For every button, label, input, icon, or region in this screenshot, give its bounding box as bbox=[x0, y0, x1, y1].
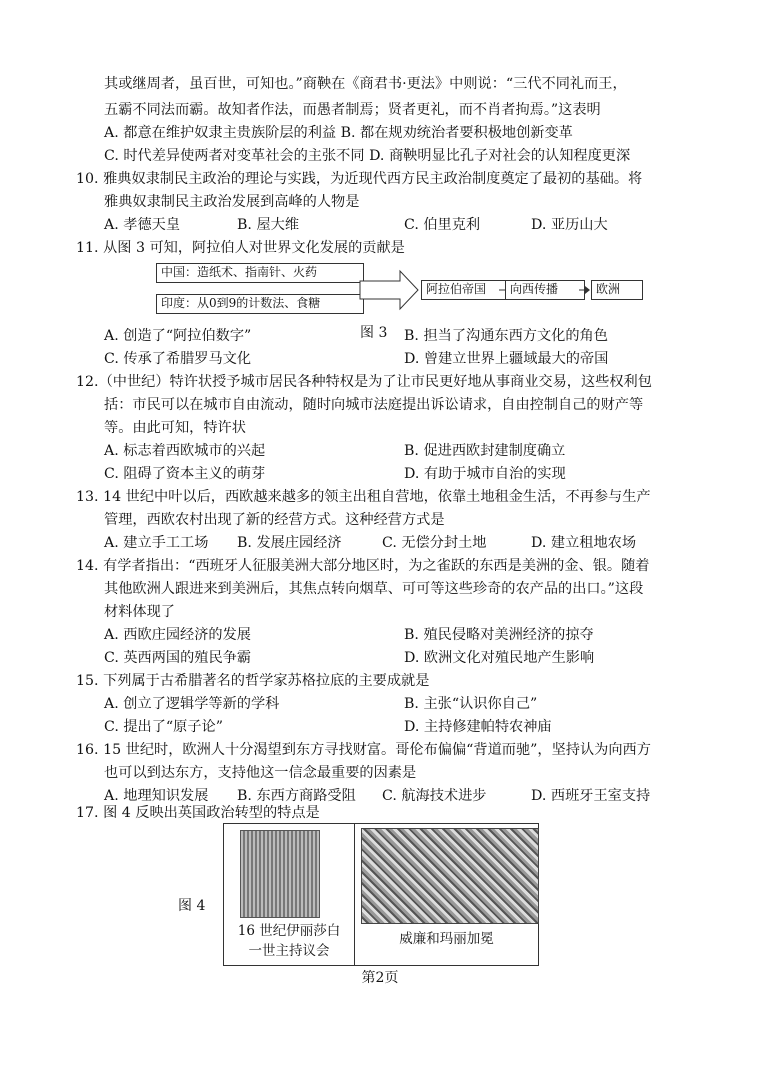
question-13-stem: 管理，西欧农村出现了新的经营方式。这种经营方式是 bbox=[104, 512, 445, 528]
q13-option-b: B. 发展庄园经济 bbox=[237, 535, 342, 551]
text-line: 其或继周者，虽百世，可知也。”商鞅在《商君书·更法》中则说：“三代不同礼而王， bbox=[104, 76, 627, 92]
q14-option-c: C. 英西两国的殖民争霸 bbox=[104, 650, 252, 666]
q16-option-d: D. 西班牙王室支持 bbox=[531, 788, 651, 804]
caption-elizabeth-line2: 一世主持议会 bbox=[248, 943, 330, 959]
q16-option-a: A. 地理知识发展 bbox=[104, 788, 209, 804]
question-12-stem: 12.（中世纪）特许状授予城市居民各种特权是为了让市民更好地从事商业交易，这些权利包 bbox=[76, 374, 652, 390]
q16-option-b: B. 东西方商路受阻 bbox=[237, 788, 356, 804]
q10-option-b: B. 屋大维 bbox=[237, 217, 300, 233]
question-11-stem: 11. 从图 3 可知，阿拉伯人对世界文化发展的贡献是 bbox=[76, 240, 405, 256]
figure-4-panel-right bbox=[355, 824, 538, 965]
q11-option-c: C. 传承了希腊罗马文化 bbox=[104, 351, 252, 367]
text-line: 五霸不同法而霸。故知者作法，而愚者制焉；贤者更礼，而不肖者拘焉。”这表明 bbox=[104, 102, 601, 118]
question-12-stem: 括：市民可以在城市自由流动，随时向城市法庭提出诉讼请求，自由控制自己的财产等 bbox=[104, 397, 644, 413]
q10-option-c: C. 伯里克利 bbox=[404, 217, 481, 233]
q10-option-a: A. 孝德天皇 bbox=[104, 217, 181, 233]
q12-option-d: D. 有助于城市自治的实现 bbox=[404, 466, 566, 482]
q16-option-c: C. 航海技术进步 bbox=[382, 788, 487, 804]
q14-option-a: A. 西欧庄园经济的发展 bbox=[104, 627, 251, 643]
question-14-stem: 材料体现了 bbox=[104, 604, 175, 620]
right-arrow-icon bbox=[358, 268, 420, 312]
question-16-stem: 也可以到达东方，支持他这一信念最重要的因素是 bbox=[104, 765, 417, 781]
q12-option-c: C. 阻碍了资本主义的萌芽 bbox=[104, 466, 266, 482]
option-line: A. 都意在维护奴隶主贵族阶层的利益 B. 都在规劝统治者要积极地创新变革 bbox=[104, 125, 573, 141]
westward-box: 向西传播 bbox=[505, 280, 585, 300]
q15-option-b: B. 主张“认识你自己” bbox=[404, 696, 538, 712]
q13-option-d: D. 建立租地农场 bbox=[531, 535, 637, 551]
question-16-stem: 16. 15 世纪时，欧洲人十分渴望到东方寻找财富。哥伦布偏偏“背道而驰”，坚持认为向西方 bbox=[76, 742, 651, 758]
coronation-image bbox=[361, 828, 539, 924]
q15-option-a: A. 创立了逻辑学等新的学科 bbox=[104, 696, 280, 712]
question-14-stem: 其他欧洲人跟进来到美洲后，其焦点转向烟草、可可等这些珍奇的农产品的出口。”这段 bbox=[104, 581, 644, 597]
india-box: 印度：从0到9的计数法、食糖 bbox=[156, 294, 364, 314]
q14-option-d: D. 欧洲文化对殖民地产生影响 bbox=[404, 650, 595, 666]
q13-option-c: C. 无偿分封土地 bbox=[382, 535, 487, 551]
page-number: 第2页 bbox=[361, 970, 399, 986]
question-12-stem: 等。由此可知，特许状 bbox=[104, 420, 246, 436]
q15-option-d: D. 主持修建帕特农神庙 bbox=[404, 719, 552, 735]
question-15-stem: 15. 下列属于古希腊著名的哲学家苏格拉底的主要成就是 bbox=[76, 673, 430, 689]
china-box: 中国：造纸术、指南针、火药 bbox=[156, 263, 364, 283]
question-14-stem: 14. 有学者指出：“西班牙人征服美洲大部分地区时，为之雀跃的东西是美洲的金、银。随着 bbox=[76, 558, 650, 574]
q12-option-b: B. 促进西欧封建制度确立 bbox=[404, 443, 566, 459]
q11-option-a: A. 创造了“阿拉伯数字” bbox=[104, 328, 252, 344]
question-13-stem: 13. 14 世纪中叶以后，西欧越来越多的领主出租自营地，依靠土地租金生活，不再参与生产 bbox=[76, 489, 651, 505]
arrow-line-icon bbox=[499, 281, 591, 299]
q11-option-b: B. 担当了沟通东西方文化的角色 bbox=[404, 328, 608, 344]
q15-option-c: C. 提出了“原子论” bbox=[104, 719, 224, 735]
caption-elizabeth-line1: 16 世纪伊丽莎白 bbox=[237, 923, 341, 939]
option-line: C. 时代差异使两者对变革社会的主张不同 D. 商鞅明显比孔子对社会的认知程度更深 bbox=[104, 148, 631, 164]
parliament-image bbox=[240, 830, 320, 918]
q14-option-b: B. 殖民侵略对美洲经济的掠夺 bbox=[404, 627, 594, 643]
q11-option-d: D. 曾建立世界上疆域最大的帝国 bbox=[404, 351, 609, 367]
figure-4-panel-left bbox=[224, 824, 355, 965]
figure-4 bbox=[223, 823, 539, 966]
caption-william-mary: 威廉和玛丽加冕 bbox=[399, 931, 494, 947]
q13-option-a: A. 建立手工工场 bbox=[104, 535, 209, 551]
question-10-stem: 10. 雅典奴隶制民主政治的理论与实践，为近现代西方民主政治制度奠定了最初的基础。将 bbox=[76, 171, 643, 187]
arab-empire-box: 阿拉伯帝国 bbox=[421, 280, 507, 300]
figure-label: 图 3 bbox=[360, 325, 388, 341]
question-10-stem: 雅典奴隶制民主政治发展到高峰的人物是 bbox=[104, 194, 360, 210]
figure-label: 图 4 bbox=[178, 898, 206, 914]
q12-option-a: A. 标志着西欧城市的兴起 bbox=[104, 443, 266, 459]
question-17-stem: 17. 图 4 反映出英国政治转型的特点是 bbox=[76, 805, 320, 821]
q10-option-d: D. 亚历山大 bbox=[531, 217, 608, 233]
europe-box: 欧洲 bbox=[591, 280, 643, 300]
